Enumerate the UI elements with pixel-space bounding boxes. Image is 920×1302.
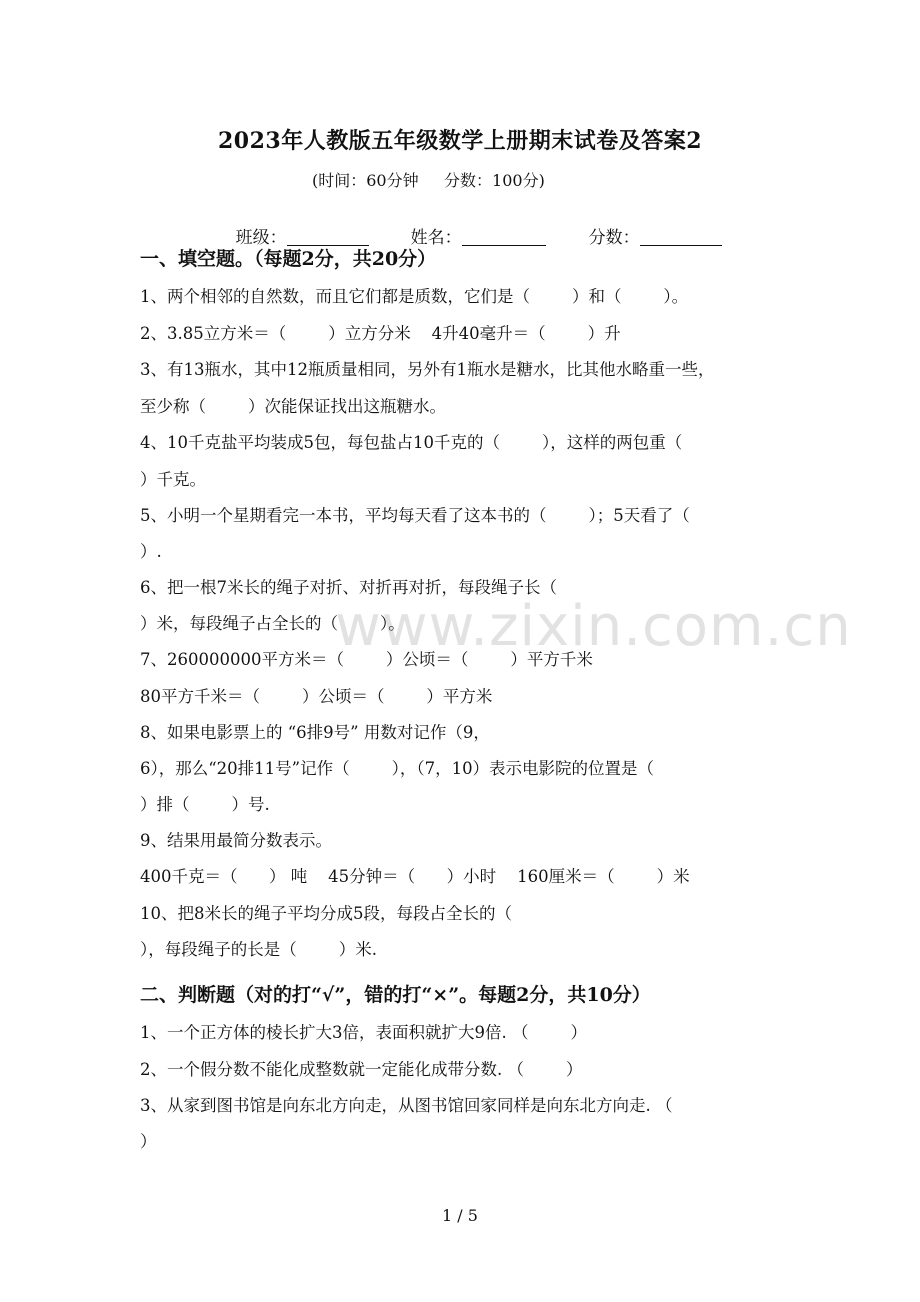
question-line: 5、小明一个星期看完一本书，平均每天看了这本书的（ ）；5天看了（ <box>140 506 690 525</box>
question-line: 80平方千米＝（ ）公顷＝（ ）平方米 <box>140 687 493 706</box>
question-line: 2、一个假分数不能化成整数就一定能化成带分数. （ ） <box>140 1060 583 1079</box>
watermark: www.zixin.com.cn <box>335 594 852 659</box>
question-line: ），每段绳子的长是（ ）米. <box>140 940 377 959</box>
page-title: 2023年人教版五年级数学上册期末试卷及答案2 <box>217 128 703 154</box>
score-blank <box>640 227 722 246</box>
question-line: ）排（ ）号. <box>140 795 270 814</box>
question-line: 1、一个正方体的棱长扩大3倍，表面积就扩大9倍. （ ） <box>140 1023 587 1042</box>
class-label: 班级： <box>235 228 287 248</box>
question-line: ）米，每段绳子占全长的（ ）。 <box>140 614 405 633</box>
name-blank <box>462 227 546 246</box>
question-line: 3、有13瓶水，其中12瓶质量相同，另外有1瓶水是糖水，比其他水略重一些， <box>140 360 715 379</box>
question-line: ）千克。 <box>140 470 206 489</box>
page-number: 1 / 5 <box>442 1206 478 1225</box>
question-line: 2、3.85立方米＝（ ）立方分米 4升40毫升＝（ ）升 <box>140 324 621 343</box>
question-line: 10、把8米长的绳子平均分成5段，每段占全长的（ <box>140 904 512 923</box>
score-label: 分数： <box>588 228 640 248</box>
section-heading-fill-in: 一、填空题。（每题2分，共20分） <box>140 248 437 270</box>
question-line: 4、10千克盐平均装成5包，每包盐占10千克的（ ），这样的两包重（ <box>140 433 683 452</box>
name-label: 姓名： <box>410 228 462 248</box>
question-line: 至少称（ ）次能保证找出这瓶糖水。 <box>140 397 446 416</box>
exam-time-score: (时间：60分钟 分数：100分) <box>312 171 545 190</box>
question-line: 8、如果电影票上的 “6排9号” 用数对记作（9， <box>140 723 490 742</box>
question-line: 3、从家到图书馆是向东北方向走，从图书馆回家同样是向东北方向走. （ <box>140 1096 673 1115</box>
question-line: 1、两个相邻的自然数，而且它们都是质数，它们是（ ）和（ ）。 <box>140 287 689 306</box>
question-line: 6），那么“20排11号”记作（ ），（7，10）表示电影院的位置是（ <box>140 759 655 778</box>
question-line: 6、把一根7米长的绳子对折、对折再对折，每段绳子长（ <box>140 578 557 597</box>
question-line: 7、260000000平方米＝（ ）公顷＝（ ）平方千米 <box>140 650 593 669</box>
question-line: ） <box>140 1132 157 1151</box>
question-line: 9、结果用最简分数表示。 <box>140 831 332 850</box>
section-heading-true-false: 二、判断题（对的打“√”，错的打“×”。每题2分，共10分） <box>140 984 651 1006</box>
question-line: ）. <box>140 542 162 561</box>
score-field <box>567 203 722 268</box>
question-line: 400千克＝（ ） 吨 45分钟＝（ ）小时 160厘米＝（ ）米 <box>140 867 690 886</box>
